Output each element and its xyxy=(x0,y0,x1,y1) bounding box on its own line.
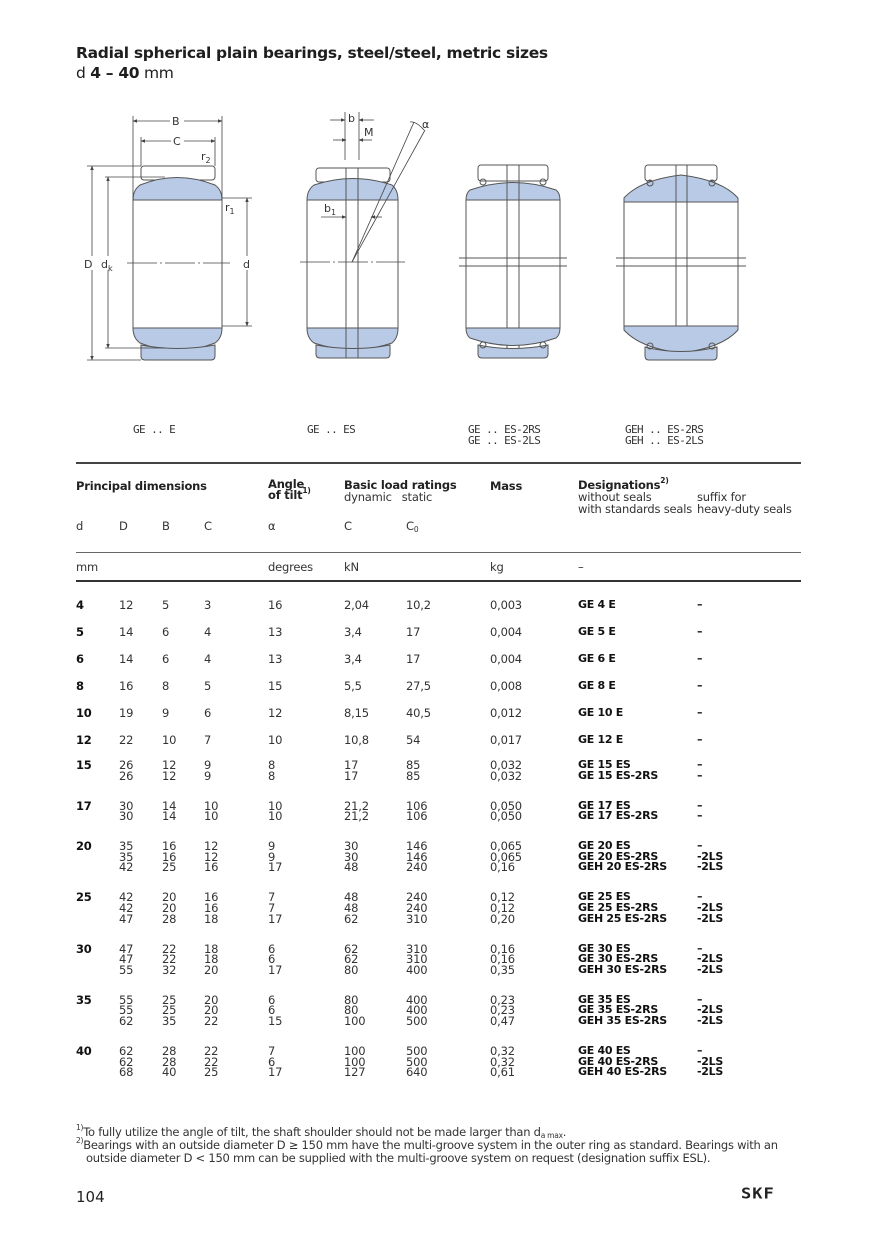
drawing-ge-e xyxy=(83,114,253,360)
cell-mass: 0,050 xyxy=(490,798,522,813)
cell-suffix: – xyxy=(697,809,703,823)
cell-c0: 106 xyxy=(406,798,428,813)
dim-label-dk: $d_k$ xyxy=(101,258,113,273)
cell-alpha: 8 xyxy=(268,768,276,783)
drawing-ge-es xyxy=(300,112,429,358)
table-top-rule xyxy=(76,462,801,464)
cell-cdyn: 48 xyxy=(344,890,359,905)
cell-bore-d: 35 xyxy=(76,992,92,1007)
cell-mass: 0,032 xyxy=(490,768,522,783)
cell-suffix: – xyxy=(697,941,703,955)
symbol-C: C xyxy=(204,519,212,533)
cell-des: GEH 20 ES-2RS xyxy=(578,860,667,874)
cell-b: 12 xyxy=(162,758,177,772)
cell-d: 55 xyxy=(119,992,134,1007)
cell-c0: 500 xyxy=(406,1014,428,1028)
dim-label-M: M xyxy=(364,126,374,139)
cell-alpha: 12 xyxy=(268,706,283,720)
cell-bore-d: 30 xyxy=(76,941,92,956)
cell-b: 16 xyxy=(162,849,177,864)
cell-b: 22 xyxy=(162,941,177,956)
cell-cdyn: 48 xyxy=(344,860,359,875)
cell-cdyn: 100 xyxy=(344,1014,366,1028)
cell-d: 30 xyxy=(119,798,134,813)
cell-mass: 0,004 xyxy=(490,652,522,666)
symbol-B: B xyxy=(162,519,170,533)
cell-alpha: 7 xyxy=(268,890,276,905)
cell-c: 9 xyxy=(204,758,212,772)
dim-label-B: B xyxy=(172,115,180,128)
caption-ge-es: GE .. ES xyxy=(307,423,356,436)
cell-d: 47 xyxy=(119,941,134,956)
cell-c0: 400 xyxy=(406,992,428,1007)
cell-b: 9 xyxy=(162,706,170,720)
cell-d: 42 xyxy=(119,890,134,905)
cell-c0: 85 xyxy=(406,768,421,783)
cell-c0: 400 xyxy=(406,1003,428,1018)
symbol-d: d xyxy=(76,519,84,533)
cell-alpha: 17 xyxy=(268,860,283,875)
cell-c: 22 xyxy=(204,1014,219,1028)
cell-des: GE 17 ES-2RS xyxy=(578,809,658,823)
cell-d: 68 xyxy=(119,1065,134,1080)
header-suffix: suffix for heavy-duty seals xyxy=(697,490,792,516)
cell-mass: 0,012 xyxy=(490,706,522,720)
cell-b: 40 xyxy=(162,1065,177,1080)
cell-c0: 240 xyxy=(406,860,428,875)
footnote-1: $^{1)}$To fully utilize the angle of tilt, the shaft shoulder should not be made larger than $d_{a max}$. xyxy=(76,1123,567,1140)
cell-d: 14 xyxy=(119,625,134,639)
dim-label-b: b xyxy=(348,112,355,125)
cell-des: GE 6 E xyxy=(578,652,616,665)
cell-b: 14 xyxy=(162,809,177,824)
cell-d: 35 xyxy=(119,839,134,854)
cell-des: GE 40 ES xyxy=(578,1044,631,1057)
cell-suffix: -2LS xyxy=(697,1065,723,1079)
cell-mass: 0,017 xyxy=(490,733,522,747)
cell-alpha: 17 xyxy=(268,962,283,977)
cell-des: GE 15 ES xyxy=(578,758,631,771)
cell-mass: 0,050 xyxy=(490,809,522,824)
cell-suffix: – xyxy=(697,758,703,771)
cell-b: 12 xyxy=(162,768,177,783)
cell-b: 22 xyxy=(162,952,177,967)
cell-b: 20 xyxy=(162,890,177,905)
cell-c0: 240 xyxy=(406,890,428,905)
cell-c: 16 xyxy=(204,860,219,875)
cell-cdyn: 80 xyxy=(344,992,359,1007)
cell-des: GE 10 E xyxy=(578,706,623,719)
cell-bore-d: 17 xyxy=(76,798,92,813)
dim-label-b1: $b_1$ xyxy=(324,202,337,217)
cell-c0: 17 xyxy=(406,652,421,666)
cell-d: 62 xyxy=(119,1014,134,1028)
caption-geh-es-2rs: GEH .. ES-2RS GEH .. ES-2LS xyxy=(625,423,704,447)
cell-b: 25 xyxy=(162,860,177,875)
cell-b: 28 xyxy=(162,911,177,926)
cell-des: GEH 35 ES-2RS xyxy=(578,1014,667,1027)
unit-mm: mm xyxy=(76,560,99,574)
cell-suffix: -2LS xyxy=(697,849,723,863)
cell-c: 25 xyxy=(204,1065,219,1080)
cell-mass: 0,32 xyxy=(490,1044,515,1058)
cell-alpha: 7 xyxy=(268,1044,276,1058)
footnote-2-cont: outside diameter D < 150 mm can be supplied with the multi-groove system on request (designation suffix ESL). xyxy=(86,1151,711,1165)
cell-mass: 0,23 xyxy=(490,1003,515,1018)
cell-suffix: – xyxy=(697,839,703,853)
header-designations: Designations$^{2)}$ without seals with standards seals xyxy=(578,476,693,516)
cell-cdyn: 3,4 xyxy=(344,652,362,666)
page-number: 104 xyxy=(76,1188,105,1206)
cell-c: 20 xyxy=(204,962,219,977)
cell-cdyn: 62 xyxy=(344,941,359,956)
cell-alpha: 17 xyxy=(268,1065,283,1080)
cell-cdyn: 30 xyxy=(344,849,359,864)
cell-des: GE 35 ES xyxy=(578,992,631,1006)
caption-ge-es-2rs: GE .. ES-2RS GE .. ES-2LS xyxy=(468,423,541,447)
cell-alpha: 6 xyxy=(268,992,276,1007)
cell-alpha: 13 xyxy=(268,652,283,666)
cell-suffix: -2LS xyxy=(697,962,723,976)
cell-c0: 310 xyxy=(406,941,428,956)
cell-bore-d: 20 xyxy=(76,839,92,854)
cell-cdyn: 2,04 xyxy=(344,598,369,612)
cell-mass: 0,16 xyxy=(490,941,515,956)
cell-suffix: – xyxy=(697,679,703,692)
skf-logo: SKF xyxy=(741,1185,775,1203)
cell-alpha: 9 xyxy=(268,839,276,854)
cell-c0: 85 xyxy=(406,758,421,772)
cell-cdyn: 17 xyxy=(344,768,359,783)
cell-mass: 0,61 xyxy=(490,1065,515,1080)
cell-bore-d: 12 xyxy=(76,733,92,747)
cell-c0: 40,5 xyxy=(406,706,431,720)
cell-c0: 54 xyxy=(406,733,421,747)
cell-c: 7 xyxy=(204,733,212,747)
cell-mass: 0,16 xyxy=(490,860,515,875)
cell-c: 18 xyxy=(204,941,219,956)
cell-c0: 310 xyxy=(406,911,428,926)
cell-alpha: 6 xyxy=(268,1054,276,1069)
cell-suffix: -2LS xyxy=(697,952,723,966)
cell-c: 20 xyxy=(204,992,219,1007)
cell-alpha: 10 xyxy=(268,733,283,747)
cell-suffix: – xyxy=(697,625,703,638)
subtitle-unit: mm xyxy=(143,64,174,82)
cell-alpha: 6 xyxy=(268,952,276,967)
cell-c0: 146 xyxy=(406,839,428,854)
cell-c0: 146 xyxy=(406,849,428,864)
cell-suffix: – xyxy=(697,798,703,812)
cell-alpha: 17 xyxy=(268,911,283,926)
cell-bore-d: 10 xyxy=(76,706,92,720)
cell-alpha: 13 xyxy=(268,625,283,639)
cell-cdyn: 100 xyxy=(344,1044,366,1058)
dim-label-r1: $r_1$ xyxy=(225,201,235,216)
symbol-C-dynamic: C xyxy=(344,519,352,533)
cell-alpha: 15 xyxy=(268,1014,283,1028)
cell-c: 10 xyxy=(204,798,219,813)
cell-c: 22 xyxy=(204,1054,219,1069)
cell-c: 16 xyxy=(204,901,219,915)
cell-mass: 0,065 xyxy=(490,839,522,854)
header-basic-load-ratings: Basic load ratings dynamic static xyxy=(344,478,457,504)
cell-alpha: 10 xyxy=(268,798,283,813)
cell-c: 5 xyxy=(204,679,212,693)
cell-d: 19 xyxy=(119,706,134,720)
symbol-C0: $C_0$ xyxy=(406,519,419,534)
cell-cdyn: 30 xyxy=(344,839,359,854)
cell-mass: 0,065 xyxy=(490,849,522,864)
cell-bore-d: 15 xyxy=(76,758,92,772)
cell-d: 47 xyxy=(119,911,134,926)
cell-c: 4 xyxy=(204,652,212,666)
cell-b: 5 xyxy=(162,598,170,612)
symbol-D: D xyxy=(119,519,128,533)
cell-c0: 17 xyxy=(406,625,421,639)
cell-b: 20 xyxy=(162,901,177,915)
cell-cdyn: 127 xyxy=(344,1065,366,1080)
cell-c: 9 xyxy=(204,768,212,783)
bearing-drawings xyxy=(0,0,875,460)
cell-bore-d: 4 xyxy=(76,598,84,612)
cell-b: 28 xyxy=(162,1054,177,1069)
cell-d: 14 xyxy=(119,652,134,666)
cell-des: GEH 40 ES-2RS xyxy=(578,1065,667,1079)
cell-mass: 0,12 xyxy=(490,901,515,915)
cell-suffix: – xyxy=(697,768,703,782)
cell-c: 16 xyxy=(204,890,219,905)
unit-designation: – xyxy=(578,560,584,574)
caption-ge-e: GE .. E xyxy=(133,423,176,436)
dim-label-alpha: α xyxy=(422,118,430,131)
dim-label-C: C xyxy=(173,135,181,148)
cell-d: 35 xyxy=(119,849,134,864)
cell-mass: 0,003 xyxy=(490,598,522,612)
cell-c0: 400 xyxy=(406,962,428,977)
cell-c: 22 xyxy=(204,1044,219,1058)
cell-suffix: – xyxy=(697,652,703,665)
subtitle-range: 4 – 40 xyxy=(90,64,140,82)
cell-mass: 0,23 xyxy=(490,992,515,1007)
cell-c0: 310 xyxy=(406,952,428,967)
cell-c0: 240 xyxy=(406,901,428,915)
cell-d: 55 xyxy=(119,1003,134,1018)
cell-cdyn: 21,2 xyxy=(344,798,369,813)
cell-d: 26 xyxy=(119,768,134,783)
cell-b: 25 xyxy=(162,992,177,1007)
cell-b: 25 xyxy=(162,1003,177,1018)
cell-c: 3 xyxy=(204,598,212,612)
cell-cdyn: 62 xyxy=(344,911,359,926)
dim-label-D: D xyxy=(84,258,93,271)
cell-des: GEH 30 ES-2RS xyxy=(578,962,667,976)
cell-bore-d: 5 xyxy=(76,625,84,639)
cell-c: 18 xyxy=(204,952,219,967)
cell-b: 16 xyxy=(162,839,177,854)
cell-suffix: – xyxy=(697,890,703,904)
cell-cdyn: 21,2 xyxy=(344,809,369,824)
drawing-geh-es-2rs xyxy=(616,165,746,360)
cell-c: 20 xyxy=(204,1003,219,1018)
cell-alpha: 6 xyxy=(268,941,276,956)
cell-b: 28 xyxy=(162,1044,177,1058)
cell-d: 47 xyxy=(119,952,134,967)
cell-d: 62 xyxy=(119,1054,134,1069)
cell-b: 14 xyxy=(162,798,177,813)
cell-des: GE 30 ES xyxy=(578,941,631,955)
cell-bore-d: 40 xyxy=(76,1044,92,1058)
cell-suffix: -2LS xyxy=(697,901,723,914)
header-mass: Mass xyxy=(490,479,523,493)
cell-c: 12 xyxy=(204,839,219,854)
cell-alpha: 16 xyxy=(268,598,283,612)
cell-cdyn: 80 xyxy=(344,962,359,977)
cell-suffix: – xyxy=(697,1044,703,1057)
cell-mass: 0,32 xyxy=(490,1054,515,1069)
header-angle-of-tilt: Angle of tilt$^{1)}$ xyxy=(268,477,311,502)
cell-c: 10 xyxy=(204,809,219,824)
cell-c: 6 xyxy=(204,706,212,720)
cell-alpha: 7 xyxy=(268,901,276,915)
cell-des: GE 8 E xyxy=(578,679,616,692)
cell-alpha: 10 xyxy=(268,809,283,824)
dim-label-d: d xyxy=(243,258,250,271)
units-bottom-rule xyxy=(76,580,801,582)
cell-cdyn: 8,15 xyxy=(344,706,369,720)
page-title: Radial spherical plain bearings, steel/steel, metric sizes xyxy=(76,44,548,62)
cell-c: 4 xyxy=(204,625,212,639)
cell-cdyn: 48 xyxy=(344,901,359,915)
unit-kg: kg xyxy=(490,560,504,574)
symbol-alpha: α xyxy=(268,519,276,533)
cell-d: 62 xyxy=(119,1044,134,1058)
cell-suffix: -2LS xyxy=(697,911,723,925)
cell-suffix: – xyxy=(697,992,703,1006)
cell-cdyn: 5,5 xyxy=(344,679,362,693)
cell-bore-d: 25 xyxy=(76,890,92,905)
cell-suffix: -2LS xyxy=(697,1014,723,1027)
cell-des: GE 25 ES-2RS xyxy=(578,901,658,914)
cell-b: 32 xyxy=(162,962,177,977)
cell-suffix: -2LS xyxy=(697,1003,723,1017)
cell-c: 18 xyxy=(204,911,219,926)
header-principal-dimensions: Principal dimensions xyxy=(76,479,207,493)
cell-suffix: -2LS xyxy=(697,1054,723,1068)
cell-alpha: 9 xyxy=(268,849,276,864)
cell-suffix: -2LS xyxy=(697,860,723,874)
cell-cdyn: 17 xyxy=(344,758,359,772)
cell-cdyn: 10,8 xyxy=(344,733,369,747)
cell-des: GE 40 ES-2RS xyxy=(578,1054,658,1068)
cell-des: GE 35 ES-2RS xyxy=(578,1003,658,1017)
cell-c0: 106 xyxy=(406,809,428,824)
cell-mass: 0,20 xyxy=(490,911,515,926)
cell-d: 30 xyxy=(119,809,134,824)
cell-des: GEH 25 ES-2RS xyxy=(578,911,667,925)
cell-des: GE 4 E xyxy=(578,598,616,611)
cell-des: GE 25 ES xyxy=(578,890,631,904)
unit-kN: kN xyxy=(344,560,359,574)
cell-bore-d: 8 xyxy=(76,679,84,693)
cell-d: 16 xyxy=(119,679,134,693)
cell-d: 22 xyxy=(119,733,134,747)
cell-b: 10 xyxy=(162,733,177,747)
cell-mass: 0,16 xyxy=(490,952,515,967)
cell-des: GE 30 ES-2RS xyxy=(578,952,658,966)
cell-d: 42 xyxy=(119,901,134,915)
cell-alpha: 6 xyxy=(268,1003,276,1018)
subtitle-prefix: d xyxy=(76,64,86,82)
cell-mass: 0,47 xyxy=(490,1014,515,1028)
cell-c: 12 xyxy=(204,849,219,864)
cell-b: 6 xyxy=(162,652,170,666)
cell-bore-d: 6 xyxy=(76,652,84,666)
unit-degrees: degrees xyxy=(268,560,313,574)
drawing-ge-es-2rs xyxy=(459,165,567,358)
cell-c0: 640 xyxy=(406,1065,428,1080)
cell-d: 42 xyxy=(119,860,134,875)
cell-suffix: – xyxy=(697,733,703,746)
cell-c0: 27,5 xyxy=(406,679,431,693)
cell-c0: 500 xyxy=(406,1044,428,1058)
cell-d: 26 xyxy=(119,758,134,772)
cell-b: 8 xyxy=(162,679,170,693)
dim-label-r2: $r_2$ xyxy=(201,150,211,165)
cell-des: GE 15 ES-2RS xyxy=(578,768,658,782)
cell-c0: 500 xyxy=(406,1054,428,1069)
cell-cdyn: 3,4 xyxy=(344,625,362,639)
cell-suffix: – xyxy=(697,598,703,611)
cell-d: 55 xyxy=(119,962,134,977)
cell-mass: 0,004 xyxy=(490,625,522,639)
cell-des: GE 20 ES xyxy=(578,839,631,853)
cell-des: GE 12 E xyxy=(578,733,623,746)
cell-mass: 0,008 xyxy=(490,679,522,693)
cell-des: GE 5 E xyxy=(578,625,616,638)
units-top-rule xyxy=(76,552,801,553)
cell-mass: 0,35 xyxy=(490,962,515,977)
cell-suffix: – xyxy=(697,706,703,719)
cell-cdyn: 100 xyxy=(344,1054,366,1069)
cell-cdyn: 62 xyxy=(344,952,359,967)
cell-des: GE 17 ES xyxy=(578,798,631,812)
footnote-2: $^{2)}$Bearings with an outside diameter D ≥ 150 mm have the multi-groove system in the outer ring as standard. Bearings with an xyxy=(76,1136,778,1152)
cell-alpha: 8 xyxy=(268,758,276,772)
cell-b: 35 xyxy=(162,1014,177,1028)
cell-mass: 0,12 xyxy=(490,890,515,905)
cell-d: 12 xyxy=(119,598,134,612)
cell-des: GE 20 ES-2RS xyxy=(578,849,658,863)
cell-alpha: 15 xyxy=(268,679,283,693)
cell-b: 6 xyxy=(162,625,170,639)
cell-mass: 0,032 xyxy=(490,758,522,772)
cell-c0: 10,2 xyxy=(406,598,431,612)
cell-cdyn: 80 xyxy=(344,1003,359,1018)
